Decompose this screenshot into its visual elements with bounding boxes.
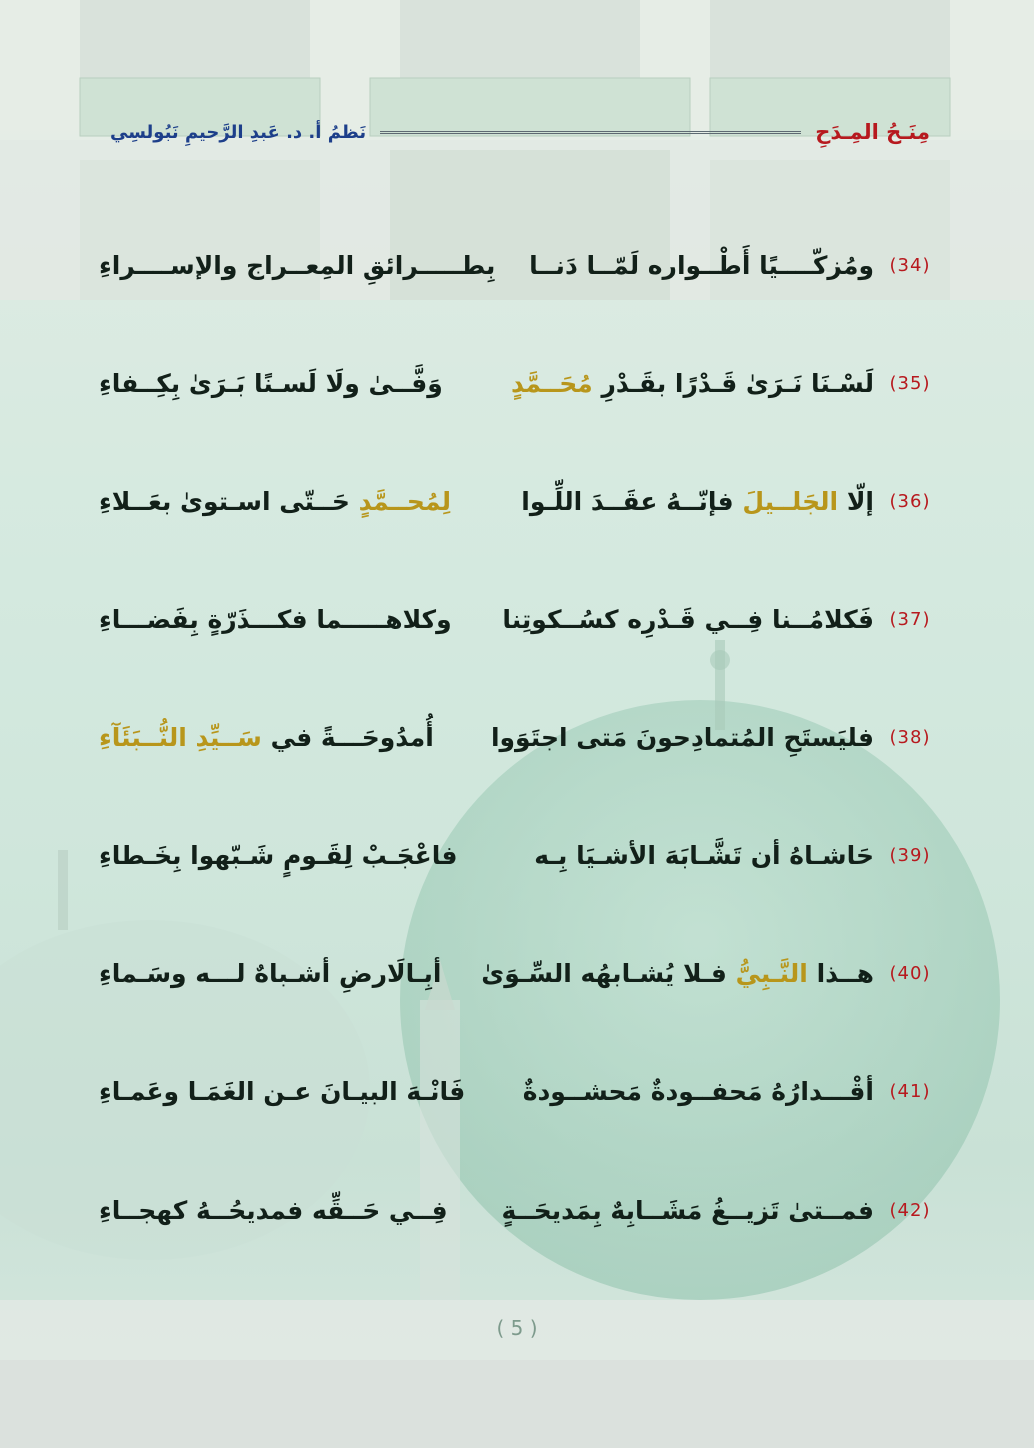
verse-number: (35)	[889, 372, 931, 394]
second-hemistich: بِطـــــرائقِ المِعــراج والإســــراءِ	[99, 250, 496, 280]
second-hemistich: لِمُحــمَّدٍ حَــتّى اسـتوىٰ بعَــلاءِ	[99, 486, 452, 516]
author-name: نَظمُ أ. د. عَبدِ الرَّحيمِ نَبُولسِي	[110, 121, 367, 143]
first-hemistich: حَاشـاهُ أن تَشَّـابَهَ الأشـيَا بِـه	[534, 840, 874, 870]
second-hemistich: وَفَّــىٰ ولَا لَسـنًا بَـرَىٰ بِكِــفاءِ	[99, 368, 443, 398]
verse-row	[90, 471, 940, 531]
second-hemistich: فَانْـهَ البيـانَ عـن الغَمَـا وعَمـاءِ	[99, 1076, 466, 1106]
first-hemistich: إلّا الجَلــيلَ فإنّــهُ عقَــدَ اللِّـوا	[521, 486, 874, 516]
first-hemistich: أقْـــدارُهُ مَحفــودةٌ مَحشــودةٌ	[522, 1076, 874, 1106]
second-hemistich: أبِـالَارضِ أشـباهٌ لـــه وسَـماءِ	[99, 958, 442, 988]
verse-number: (42)	[889, 1199, 931, 1221]
verse-row	[90, 943, 940, 1003]
verse-row	[90, 1180, 940, 1240]
second-hemistich: وكلاهـــــما فكـــذَرّةٍ بِفَضـــاءِ	[99, 604, 452, 634]
verse-number: (39)	[889, 844, 931, 866]
verse-row	[90, 353, 940, 413]
second-hemistich: فِــي حَــقِّه فمديحُــهُ كهجــاءِ	[99, 1195, 448, 1225]
verse-number: (37)	[889, 608, 931, 630]
verse-number: (38)	[889, 726, 931, 748]
verse-number: (41)	[889, 1080, 931, 1102]
verse-number: (40)	[889, 962, 931, 984]
first-hemistich: ومُزكّــــيًا أَطْــواره لَمّــا دَنــا	[529, 250, 874, 280]
verse-row	[90, 235, 940, 295]
first-hemistich: فمــتىٰ تَزيــغُ مَشَــابِهٌ بِمَديحَــةٍ	[501, 1195, 874, 1225]
verse-row	[90, 707, 940, 767]
verse-number: (36)	[889, 490, 931, 512]
verse-row	[90, 589, 940, 649]
first-hemistich: فليَستَحِ المُتمادِحونَ مَتى اجتَوَوا	[490, 722, 874, 752]
verse-row	[90, 825, 940, 885]
first-hemistich: هــذا النَّـبِيُّ فـلا يُشـابهُه السِّـوَىٰ	[481, 958, 874, 988]
verse-number: (34)	[889, 254, 931, 276]
first-hemistich: لَسْـنَا نَـرَىٰ قَـدْرًا بقَـدْرِ مُحَــمَّدٍ	[510, 368, 874, 398]
page-number: ( 5 )	[496, 1316, 538, 1340]
first-hemistich: فَكلامُــنا فِــي قَـدْرِه كسُــكوتِنا	[502, 604, 874, 634]
book-title: مِنَـحُ المِـدَحِ	[815, 120, 930, 144]
second-hemistich: أُمدُوحَـــةً في سَــيِّدِ النُّــبَئَآءِ	[99, 722, 434, 752]
second-hemistich: فاعْجَـبْ لِقَـومٍ شَـبّهوا بِخَـطاءِ	[99, 840, 458, 870]
verse-row	[90, 1061, 940, 1121]
